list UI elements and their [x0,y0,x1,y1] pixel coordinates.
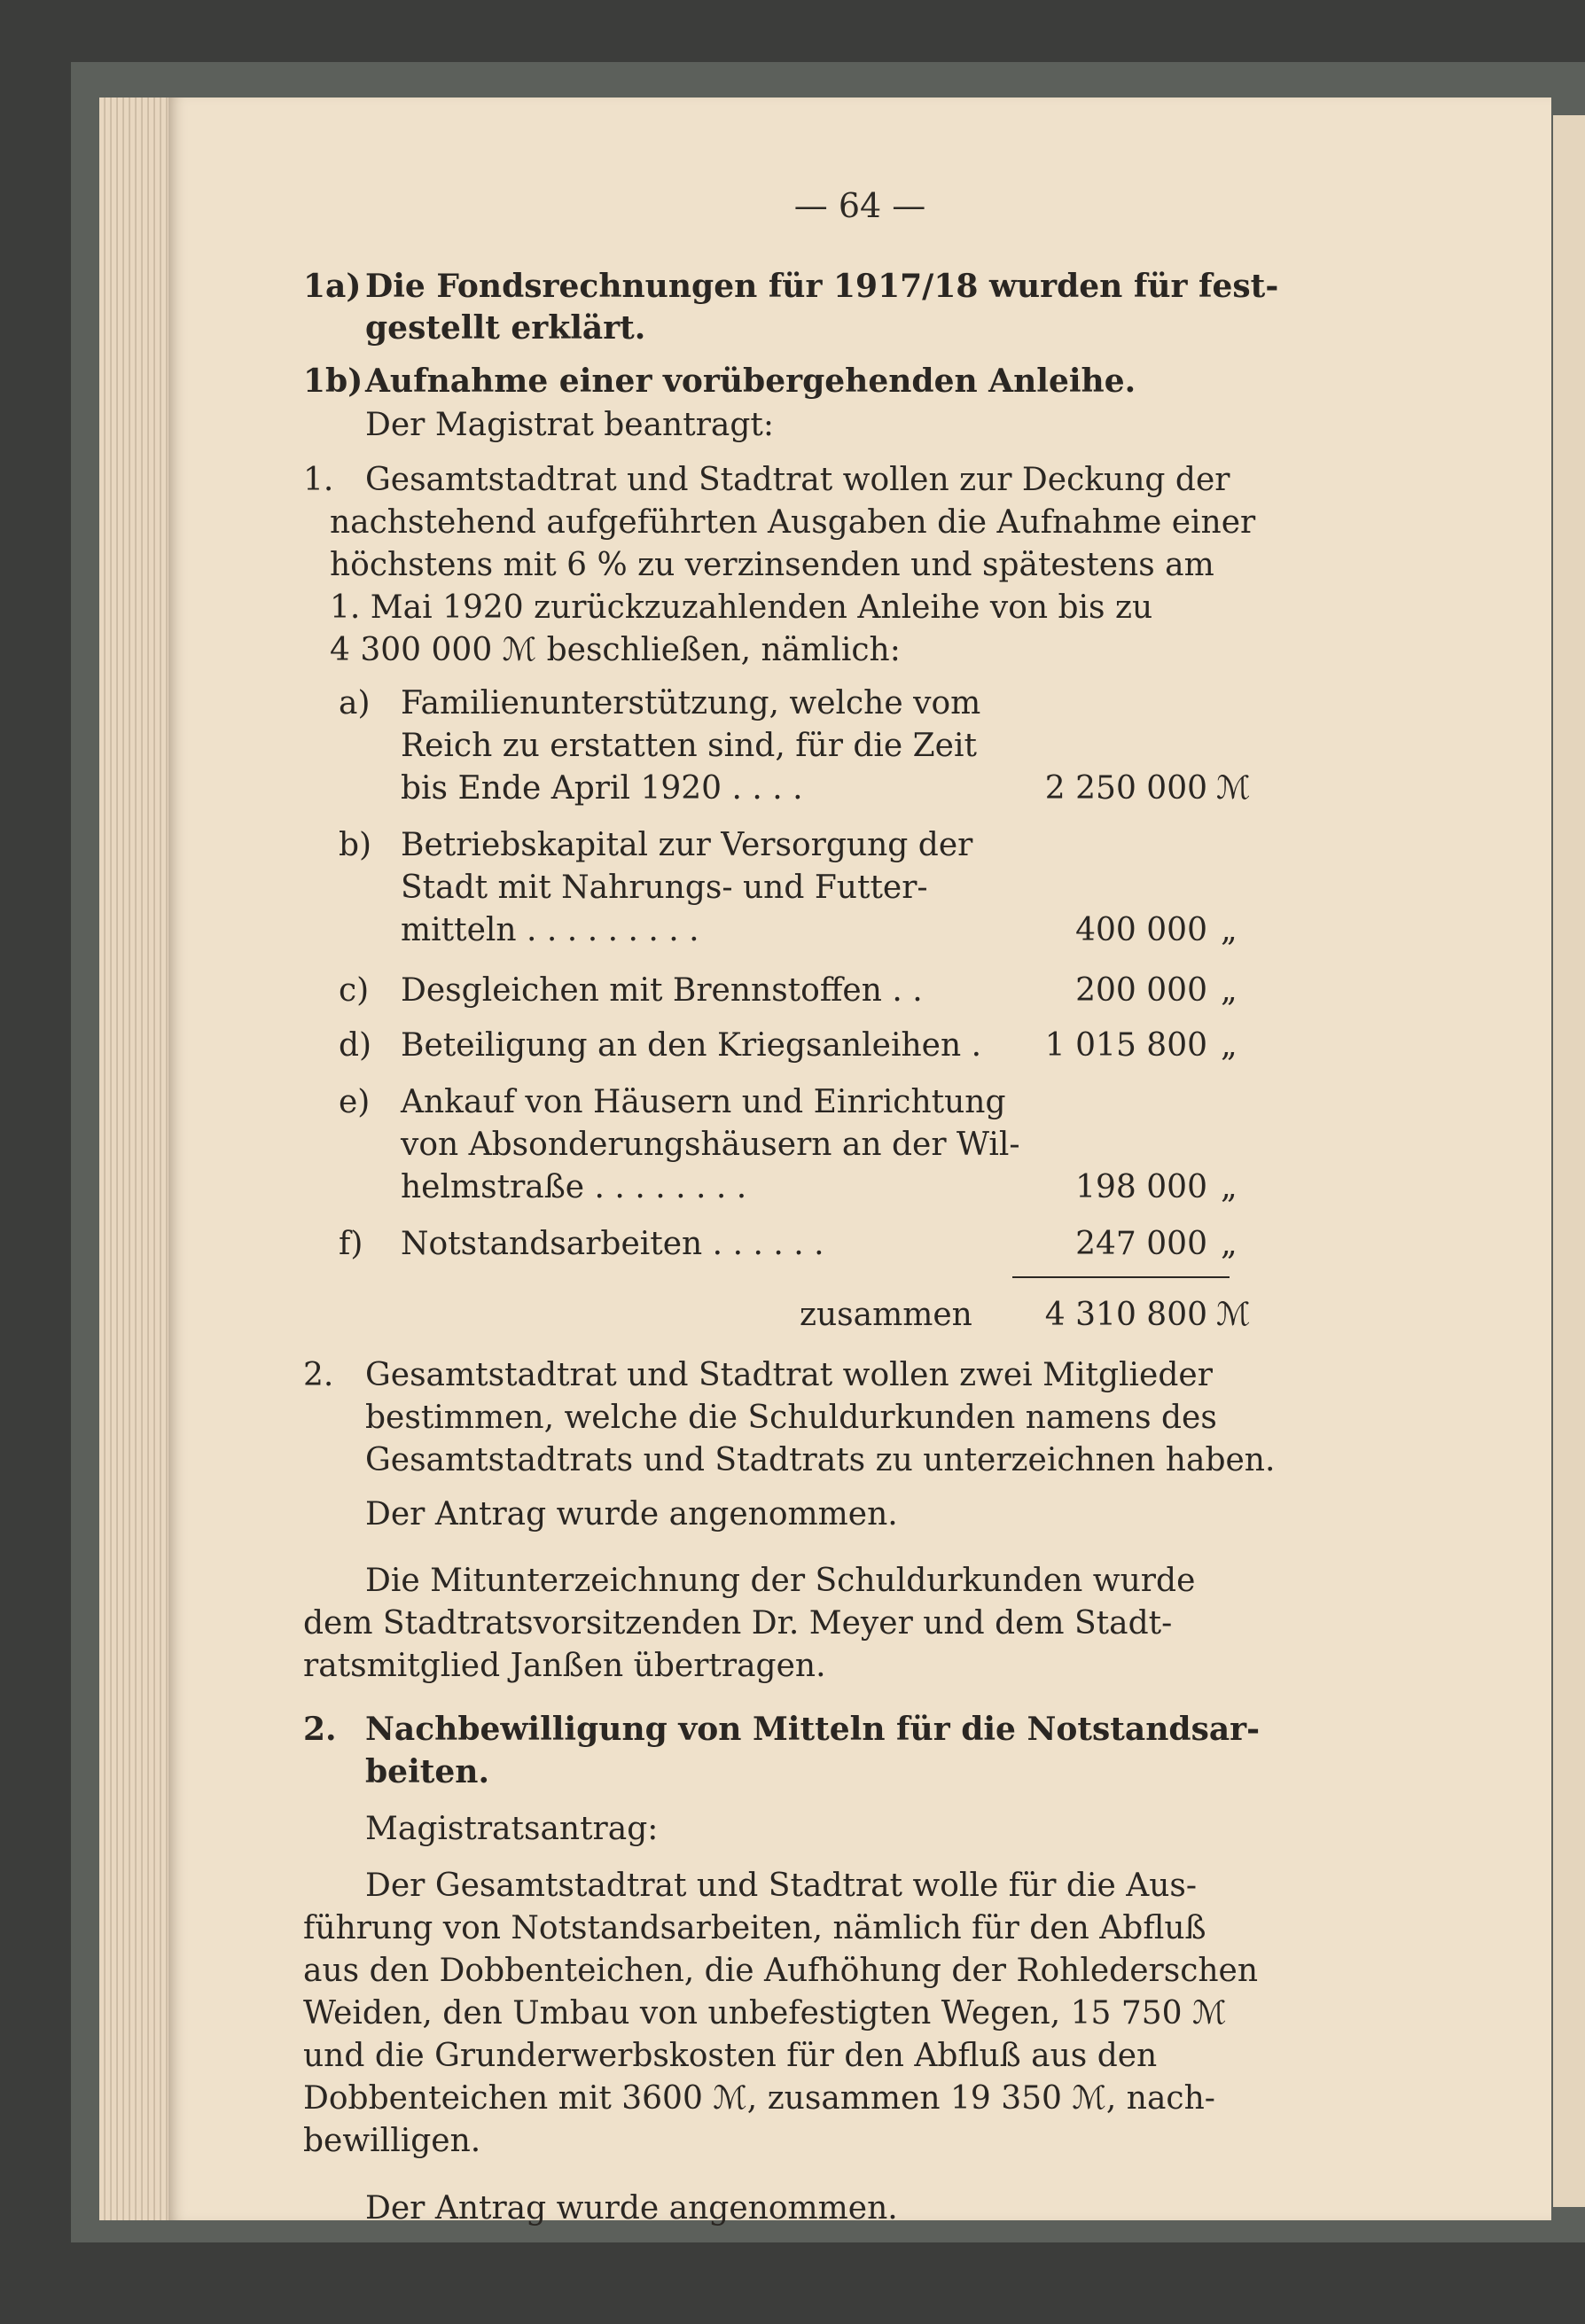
sub-e-line-1: Ankauf von Häusern und Einrichtung [401,1084,1006,1120]
para-2-line-3: Gesamtstadtrats und Stadtrats zu unterzeichnen haben. [365,1442,1276,1478]
sub-f-unit: „ [1221,1226,1238,1262]
sub-label-c: c) [339,972,370,1009]
accepted-2: Der Antrag wurde angenommen. [365,2190,898,2227]
para-2-line-1: Gesamtstadtrat und Stadtrat wollen zwei Mitglieder [365,1357,1213,1393]
item-label-1b: 1b) [303,363,363,400]
sub-b-line-3: mitteln . . . . . . . . . [401,912,699,948]
item-1a-line-1: Die Fondsrechnungen für 1917/18 wurden für fest- [365,268,1279,305]
total-unit: ℳ [1216,1297,1251,1333]
page-number: — 64 — [793,186,926,225]
magistrat-intro: Der Magistrat beantragt: [365,407,775,443]
total-amount: 4 310 800 [1044,1297,1207,1333]
sub-a-amount: 2 250 000 [1044,770,1207,807]
mitunter-line-2: dem Stadtratsvorsitzenden Dr. Meyer und dem Stadt- [303,1605,1173,1642]
section-2-label: 2. [303,1711,337,1748]
section-2-heading-line-2: beiten. [365,1753,489,1790]
item-1a-line-2: gestellt erklärt. [365,309,646,347]
antrag-line-4: Weiden, den Umbau von unbefestigten Wegen, 15 750 ℳ [303,1995,1227,2032]
sub-label-f: f) [339,1226,363,1262]
para-1-line-3: höchstens mit 6 % zu verzinsenden und spätestens am [330,547,1214,583]
para-1-line-5: 4 300 000 ℳ beschließen, nämlich: [330,632,901,668]
antrag-line-2: führung von Notstandsarbeiten, nämlich für den Abfluß [303,1910,1206,1946]
para-1-line-2: nachstehend aufgeführten Ausgaben die Aufnahme einer [330,504,1256,541]
sub-b-amount: 400 000 [1075,912,1207,948]
para-1-label: 1. [303,462,334,498]
para-1-line-1: Gesamtstadtrat und Stadtrat wollen zur Deckung der [365,462,1230,498]
para-1-line-4: 1. Mai 1920 zurückzuzahlenden Anleihe von bis zu [330,589,1153,626]
antrag-line-7: bewilligen. [303,2123,481,2159]
sub-a-unit: ℳ [1216,770,1251,807]
accepted-1: Der Antrag wurde angenommen. [365,1496,898,1532]
sub-label-b: b) [339,827,372,863]
sub-e-unit: „ [1221,1169,1238,1205]
sub-c-line-1: Desgleichen mit Brennstoffen . . [401,972,923,1009]
sub-d-unit: „ [1221,1027,1238,1064]
para-2-line-2: bestimmen, welche die Schuldurkunden namens des [365,1400,1217,1436]
item-1b-heading: Aufnahme einer vorübergehenden Anleihe. [365,363,1136,400]
item-label-1a: 1a) [303,268,362,305]
para-2-label: 2. [303,1357,334,1393]
sub-a-line-3: bis Ende April 1920 . . . . [401,770,803,807]
sub-label-e: e) [339,1084,371,1120]
antrag-line-6: Dobbenteichen mit 3600 ℳ, zusammen 19 350 ℳ, nach- [303,2080,1215,2117]
antrag-line-3: aus den Dobbenteichen, die Aufhöhung der Rohlederschen [303,1953,1259,1989]
magistratsantrag: Magistratsantrag: [365,1811,659,1847]
sub-d-line-1: Beteiligung an den Kriegsanleihen . [401,1027,982,1064]
sum-rule [1012,1276,1230,1278]
sub-e-amount: 198 000 [1075,1169,1207,1205]
sub-b-unit: „ [1221,912,1238,948]
facing-page-edge [1553,115,1585,2207]
sub-d-amount: 1 015 800 [1044,1027,1207,1064]
sub-f-amount: 247 000 [1075,1226,1207,1262]
sub-a-line-1: Familienunterstützung, welche vom [401,685,981,721]
sub-c-amount: 200 000 [1075,972,1207,1009]
mitunter-line-3: ratsmitglied Janßen übertragen. [303,1648,826,1684]
sub-label-a: a) [339,685,371,721]
sub-e-line-2: von Absonderungshäusern an der Wil- [401,1127,1020,1163]
sub-e-line-3: helmstraße . . . . . . . . [401,1169,747,1205]
antrag-line-5: und die Grunderwerbskosten für den Abfluß aus den [303,2038,1158,2074]
total-label: zusammen [800,1297,972,1333]
section-2-heading-line-1: Nachbewilligung von Mitteln für die Notstandsar- [365,1711,1261,1748]
sub-f-line-1: Notstandsarbeiten . . . . . . [401,1226,824,1262]
antrag-line-1: Der Gesamtstadtrat und Stadtrat wolle für die Aus- [365,1868,1198,1904]
sub-c-unit: „ [1221,972,1238,1009]
mitunter-line-1: Die Mitunterzeichnung der Schuldurkunden wurde [365,1563,1196,1599]
sub-b-line-2: Stadt mit Nahrungs- und Futter- [401,870,928,906]
sub-a-line-2: Reich zu erstatten sind, für die Zeit [401,728,977,764]
sub-b-line-1: Betriebskapital zur Versorgung der [401,827,973,863]
sub-label-d: d) [339,1027,372,1064]
